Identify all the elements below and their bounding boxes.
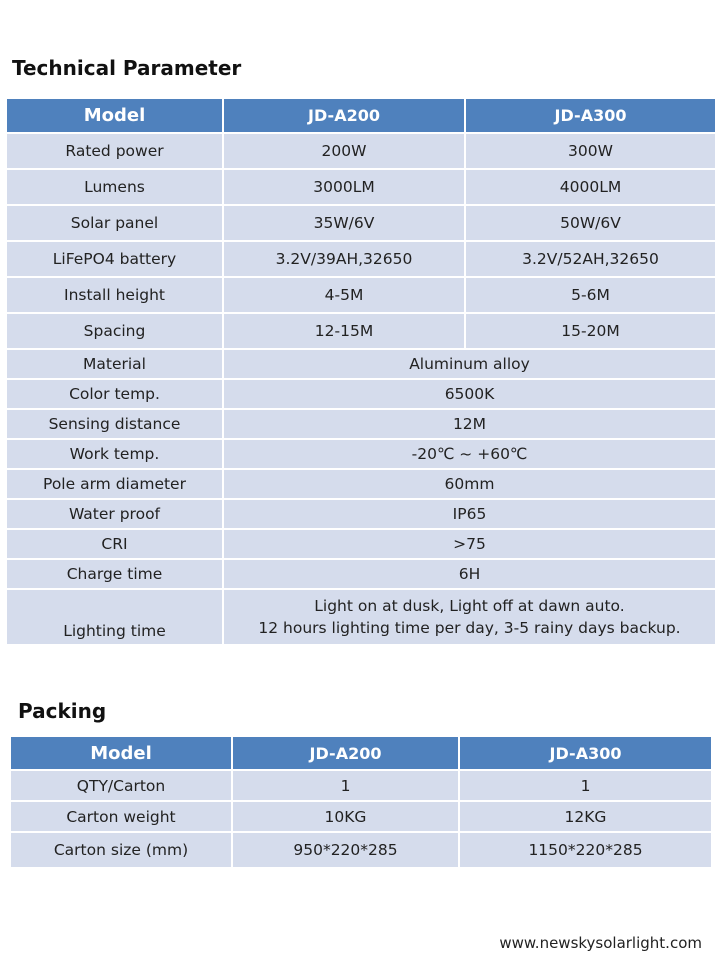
row-label: Sensing distance (6, 409, 223, 439)
row-label: Water proof (6, 499, 223, 529)
shared-value: Aluminum alloy (223, 349, 716, 379)
table-row (6, 379, 716, 409)
lighting-time-line-2: 12 hours lighting time per day, 3-5 rainy days backup. (258, 619, 681, 637)
shared-value: -20℃ ~ +60℃ (223, 439, 716, 469)
row-label: Solar panel (6, 205, 223, 241)
row-label: Rated power (6, 133, 223, 169)
jd-a300-value: 1150*220*285 (459, 832, 712, 868)
packing-table (9, 735, 713, 869)
table-row (6, 589, 716, 645)
table-row (6, 313, 716, 349)
shared-value: 6500K (223, 379, 716, 409)
row-label: Carton weight (10, 801, 232, 832)
model-jd-a300-header: JD-A300 (459, 736, 712, 770)
lighting-time-line-1: Light on at dusk, Light off at dawn auto. (314, 597, 625, 615)
jd-a200-value: 200W (223, 133, 465, 169)
table-row (6, 409, 716, 439)
row-label: Lumens (6, 169, 223, 205)
table-row (6, 277, 716, 313)
shared-value: >75 (223, 529, 716, 559)
model-header: Model (6, 98, 223, 133)
row-label: CRI (6, 529, 223, 559)
jd-a300-value: 12KG (459, 801, 712, 832)
model-jd-a300-header: JD-A300 (465, 98, 716, 133)
jd-a200-value: 10KG (232, 801, 459, 832)
table-row (10, 832, 712, 868)
table-row (6, 499, 716, 529)
technical-parameter-title: Technical Parameter (12, 56, 242, 80)
jd-a200-value: 3.2V/39AH,32650 (223, 241, 465, 277)
jd-a300-value: 1 (459, 770, 712, 801)
table-row (6, 349, 716, 379)
row-label: Spacing (6, 313, 223, 349)
row-label: Lighting time (6, 589, 223, 645)
table-row (6, 439, 716, 469)
jd-a200-value: 3000LM (223, 169, 465, 205)
table-row (6, 469, 716, 499)
shared-value: 12M (223, 409, 716, 439)
row-label: QTY/Carton (10, 770, 232, 801)
jd-a300-value: 15-20M (465, 313, 716, 349)
table-header-row (10, 736, 712, 770)
row-label: Charge time (6, 559, 223, 589)
jd-a200-value: 4-5M (223, 277, 465, 313)
table-row (6, 169, 716, 205)
table-row (6, 133, 716, 169)
lighting-time-value (223, 589, 716, 645)
row-label: Carton size (mm) (10, 832, 232, 868)
shared-value: IP65 (223, 499, 716, 529)
model-jd-a200-header: JD-A200 (223, 98, 465, 133)
table-row (6, 205, 716, 241)
table-header-row (6, 98, 716, 133)
model-header: Model (10, 736, 232, 770)
shared-value: 6H (223, 559, 716, 589)
row-label: Material (6, 349, 223, 379)
table-row (10, 801, 712, 832)
jd-a200-value: 35W/6V (223, 205, 465, 241)
table-row (6, 241, 716, 277)
row-label: Install height (6, 277, 223, 313)
jd-a200-value: 950*220*285 (232, 832, 459, 868)
technical-parameter-table (5, 97, 717, 646)
jd-a200-value: 1 (232, 770, 459, 801)
shared-value: 60mm (223, 469, 716, 499)
packing-title: Packing (18, 699, 107, 723)
row-label: Pole arm diameter (6, 469, 223, 499)
jd-a300-value: 3.2V/52AH,32650 (465, 241, 716, 277)
row-label: Work temp. (6, 439, 223, 469)
jd-a300-value: 300W (465, 133, 716, 169)
jd-a300-value: 4000LM (465, 169, 716, 205)
table-row (6, 559, 716, 589)
jd-a300-value: 5-6M (465, 277, 716, 313)
row-label: LiFePO4 battery (6, 241, 223, 277)
jd-a300-value: 50W/6V (465, 205, 716, 241)
website-url: www.newskysolarlight.com (499, 934, 702, 952)
model-jd-a200-header: JD-A200 (232, 736, 459, 770)
jd-a200-value: 12-15M (223, 313, 465, 349)
table-row (6, 529, 716, 559)
table-row (10, 770, 712, 801)
row-label: Color temp. (6, 379, 223, 409)
